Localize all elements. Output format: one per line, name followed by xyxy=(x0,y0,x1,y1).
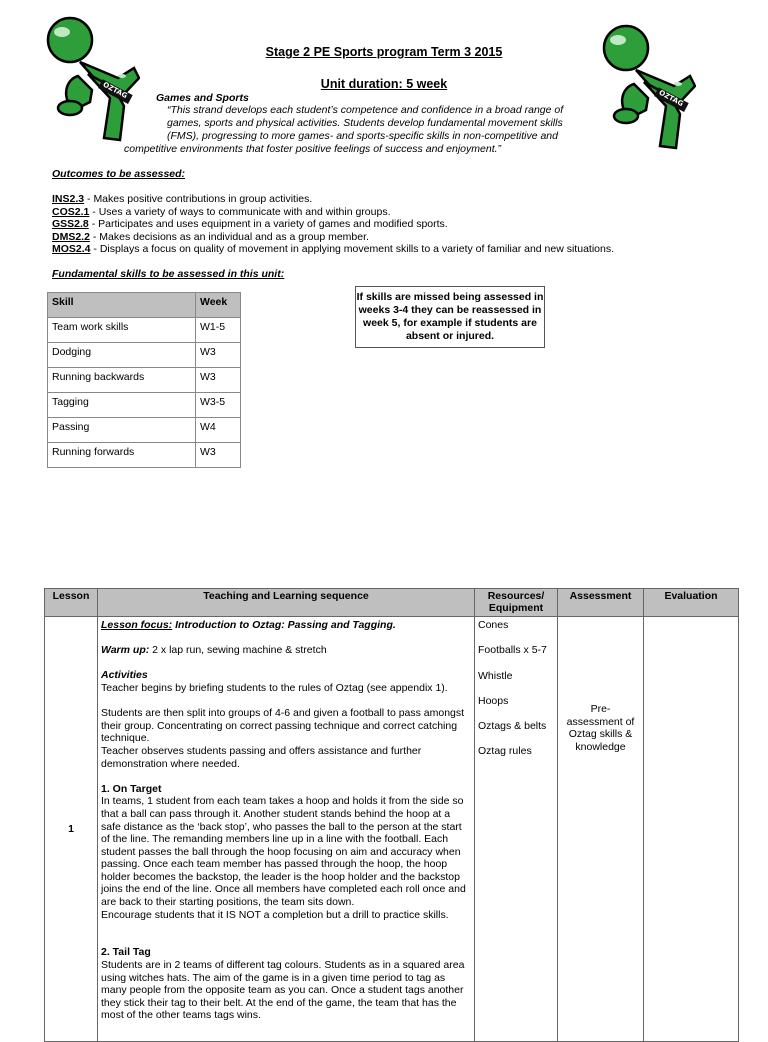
observe-para: Teacher observes students passing and offers assistance and further demonstration where needed. xyxy=(101,744,422,770)
intro-text: Teacher begins by briefing students to the rules of Oztag (see appendix 1). xyxy=(101,681,448,694)
activity-2-text: Students are in 2 teams of different tag colours. Students as in a squared area using witches hats. The aim of the game is in a given time period to tag as many people from the opposite team as you can. Once a student tags another they stick their tag to their belt. At the end of the game, the team that has the most of the other teams tags wins. xyxy=(101,959,465,1022)
lessons-table xyxy=(44,588,739,1042)
reassessment-note: If skills are missed being assessed in weeks 3-4 they can be reassessed in week 5, for example if students are absent or injured. xyxy=(355,286,545,348)
outcome-code: MOS2.4 xyxy=(52,243,91,256)
strand-quote-line-4: competitive environments that foster positive feelings of success and enjoyment.” xyxy=(124,143,502,155)
activity-1-title: 1. On Target xyxy=(101,782,162,795)
table-row xyxy=(48,393,241,418)
outcome-item xyxy=(52,231,614,244)
skills-col-week: Week xyxy=(196,293,241,318)
table-row xyxy=(45,617,739,1042)
resource-item: Cones xyxy=(478,619,509,631)
table-row xyxy=(48,443,241,468)
week-cell: W3 xyxy=(196,343,241,368)
resource-item: Oztags & belts xyxy=(478,720,547,733)
col-resources: Resources/ Equipment xyxy=(475,589,558,617)
skill-cell: Dodging xyxy=(48,343,196,368)
mascot-label-right: OZTAG xyxy=(657,88,685,109)
activity-2-title: 2. Tail Tag xyxy=(101,946,151,959)
table-row xyxy=(48,418,241,443)
assessment-text: Pre-assessment of Oztag skills & knowledge xyxy=(566,703,635,753)
skill-cell: Passing xyxy=(48,418,196,443)
focus-text: Introduction to Oztag: Passing and Tagging. xyxy=(172,619,396,631)
assessment-cell xyxy=(558,617,644,1042)
table-row xyxy=(48,318,241,343)
outcome-text: - Displays a focus on quality of movement in applying movement skills to a variety of familiar and new situations. xyxy=(90,243,615,256)
skills-header-row xyxy=(48,293,241,318)
strand-quote-line-1: “This strand develops each student’s competence and confidence in a broad range of xyxy=(167,104,564,116)
lessons-header-row xyxy=(45,589,739,617)
skill-cell: Team work skills xyxy=(48,318,196,343)
outcome-code: COS2.1 xyxy=(52,205,90,218)
page-title: Stage 2 PE Sports program Term 3 2015 xyxy=(265,45,503,59)
warmup-label: Warm up: xyxy=(101,644,150,657)
outcome-item xyxy=(52,206,614,219)
resource-item: Footballs x 5-7 xyxy=(478,644,547,657)
col-assessment: Assessment xyxy=(558,589,644,617)
outcome-item xyxy=(52,193,614,206)
lesson-number: 1 xyxy=(45,617,98,1042)
outcome-text: - Participates and uses equipment in a variety of games and modified sports. xyxy=(88,218,448,231)
resource-item: Oztag rules xyxy=(478,745,532,758)
outcome-item xyxy=(52,243,614,256)
resource-item: Hoops xyxy=(478,694,509,707)
week-cell: W3-5 xyxy=(196,393,241,418)
skill-cell: Running forwards xyxy=(48,443,196,468)
activity-1-note: Encourage students that it IS NOT a completion but a drill to practice skills. xyxy=(101,908,449,921)
outcome-item xyxy=(52,218,614,231)
lesson-focus xyxy=(101,619,471,632)
week-cell: W4 xyxy=(196,418,241,443)
activities-label: Activities xyxy=(101,669,148,682)
skills-col-skill: Skill xyxy=(48,293,196,318)
outcome-code: INS2.3 xyxy=(52,193,85,205)
outcomes-list xyxy=(52,193,614,256)
focus-label: Lesson focus: xyxy=(101,619,173,631)
col-evaluation: Evaluation xyxy=(644,589,739,617)
activity-1-text: In teams, 1 student from each team takes a hoop and holds it from the side so that a ball can pass through it. Another student stands behind the hoop at a safe distance as the ‘back stop’, who passes the ball to the person at the start of the line. The remanding members line up in a line with the football. Each student passes the ball through the hoop focusing on aim and accuracy when passing. Once each team member has passed through the hoop, the hoop holder becomes the backstop, the leader is the hoop holder and the backstop joins the end of the line. Once all members have completed each roll once and are back to their starting positions, the team sits down. xyxy=(101,795,466,909)
warmup xyxy=(101,644,471,657)
skill-cell: Tagging xyxy=(48,393,196,418)
outcome-code: GSS2.8 xyxy=(52,218,89,231)
col-lesson: Lesson xyxy=(45,589,98,617)
resource-item: Whistle xyxy=(478,669,513,682)
lesson-sequence-cell xyxy=(98,617,475,1042)
strand-quote-line-3: (FMS), progressing to more games- and sports-specific skills in non-competitive and xyxy=(167,130,558,142)
table-row xyxy=(48,343,241,368)
week-cell: W3 xyxy=(196,368,241,393)
outcomes-heading: Outcomes to be assessed: xyxy=(52,168,186,180)
strand-heading: Games and Sports xyxy=(156,92,249,104)
groups-para: Students are then split into groups of 4-6 and given a football to pass amongst their group. Concentrating on correct passing technique and correct catching technique. xyxy=(101,707,465,745)
resources-cell xyxy=(475,617,558,1042)
week-cell: W1-5 xyxy=(196,318,241,343)
strand-quote-line-2: games, sports and physical activities. Students develop fundamental movement skills xyxy=(167,117,563,129)
skill-cell: Running backwards xyxy=(48,368,196,393)
table-row xyxy=(48,368,241,393)
outcome-text: - Uses a variety of ways to communicate with and within groups. xyxy=(89,205,391,218)
skills-table xyxy=(47,292,241,468)
outcome-code: DMS2.2 xyxy=(52,230,90,243)
warmup-text: 2 x lap run, sewing machine & stretch xyxy=(149,644,327,657)
col-sequence: Teaching and Learning sequence xyxy=(98,589,475,617)
skills-heading: Fundamental skills to be assessed in this unit: xyxy=(52,268,285,280)
unit-duration: Unit duration: 5 week xyxy=(320,77,448,91)
evaluation-cell xyxy=(644,617,739,1042)
outcome-text: - Makes decisions as an individual and as a group member. xyxy=(89,230,369,243)
mascot-label-left: OZTAG xyxy=(101,80,129,101)
outcome-text: - Makes positive contributions in group activities. xyxy=(84,193,313,205)
week-cell: W3 xyxy=(196,443,241,468)
